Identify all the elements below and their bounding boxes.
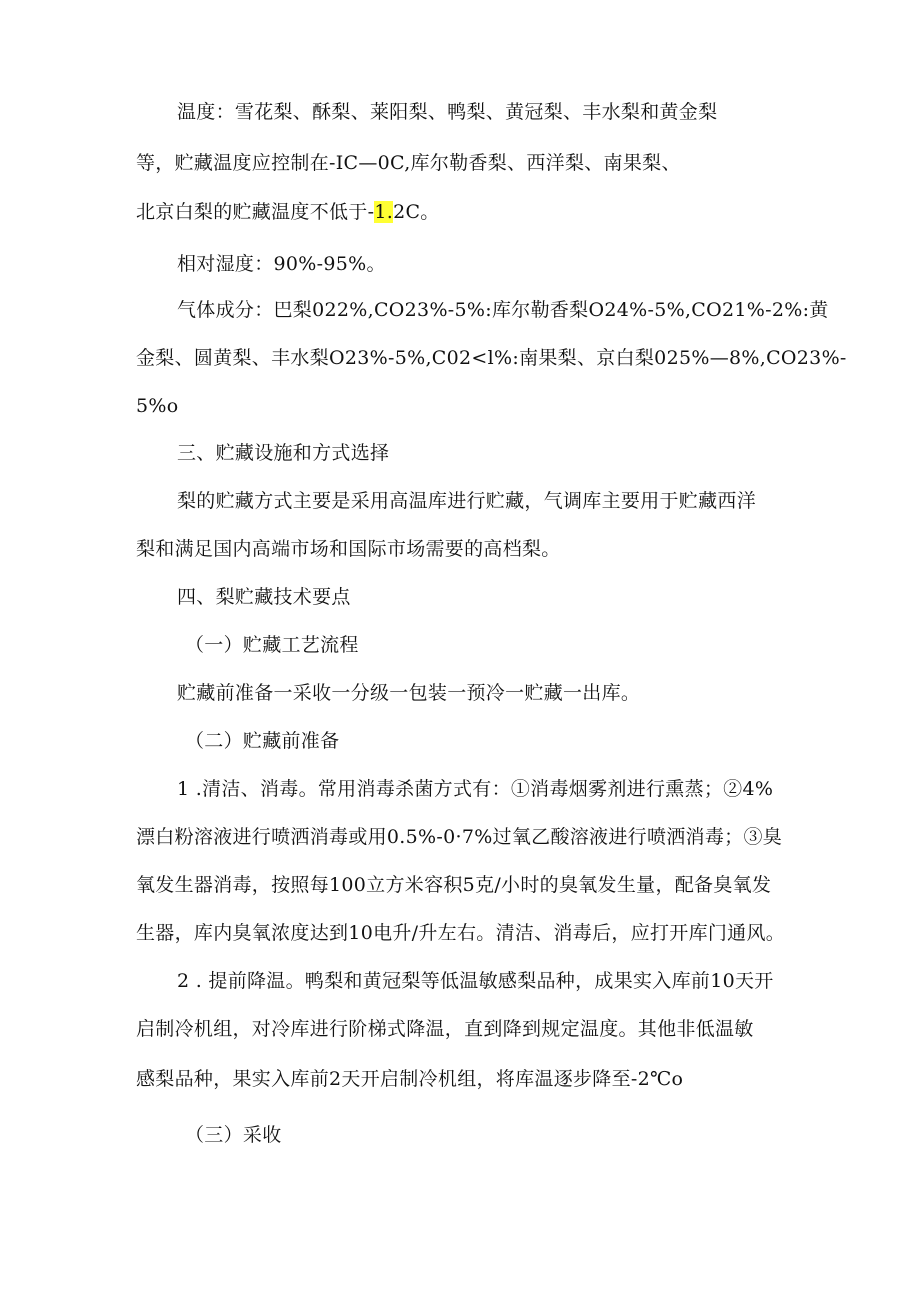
text-line-16: 漂白粉溶液进行喷洒消毒或用0.5%-0·7%过氧乙酸溶液进行喷洒消毒；③臭 [136, 826, 783, 848]
text-line-20: 启制冷机组，对冷库进行阶梯式降温，直到降到规定温度。其他非低温敏 [136, 1018, 754, 1040]
text-line-13: 贮藏前准备一采收一分级一包装一预冷一贮藏一出库。 [177, 682, 641, 704]
text-line-15: 1 .清洁、消毒。常用消毒杀菌方式有：①消毒烟雾剂进行熏蒸；②4% [177, 778, 774, 800]
text-line-21: 感梨品种，果实入库前2天开启制冷机组，将库温逐步降至-2℃o [136, 1068, 684, 1090]
text-line-3-before: 北京白梨的贮藏温度不低于- [136, 201, 375, 223]
text-line-9: 梨的贮藏方式主要是采用高温库进行贮藏，气调库主要用于贮藏西洋 [177, 490, 757, 512]
text-line-3 [136, 199, 440, 225]
text-line-18: 生器，库内臭氧浓度达到10电升/升左右。清洁、消毒后，应打开库门通风。 [136, 922, 786, 944]
text-line-4: 相对湿度：90%-95%。 [177, 253, 386, 275]
text-line-2: 等，贮藏温度应控制在-IC—0C,库尔勒香梨、西洋梨、南果梨、 [136, 152, 681, 174]
text-line-7: 5%o [136, 395, 179, 417]
text-line-5: 气体成分：巴梨022%,CO23%-5%:库尔勒香梨O24%-5%,CO21%-2%:黄 [177, 299, 829, 321]
subsection-heading-2: （二）贮藏前准备 [185, 730, 340, 752]
text-line-1: 温度：雪花梨、酥梨、莱阳梨、鸭梨、黄冠梨、丰水梨和黄金梨 [177, 101, 718, 123]
text-line-6: 金梨、圆黄梨、丰水梨O23%-5%,C02<l%:南果梨、京白梨025%—8%,CO23%- [136, 347, 847, 369]
highlighted-text: 1. [374, 201, 394, 223]
text-line-3-after: 2C。 [393, 201, 440, 223]
text-line-10: 梨和满足国内高端市场和国际市场需要的高档梨。 [136, 538, 561, 560]
section-heading-4: 四、梨贮藏技术要点 [177, 586, 351, 608]
subsection-heading-3: （三）采收 [185, 1124, 282, 1146]
subsection-heading-1: （一）贮藏工艺流程 [185, 634, 359, 656]
text-line-17: 氧发生器消毒，按照每100立方米容积5克/小时的臭氧发生量，配备臭氧发 [136, 874, 772, 896]
text-line-19: 2 . 提前降温。鸭梨和黄冠梨等低温敏感梨品种，成果实入库前10天开 [177, 970, 774, 992]
section-heading-3: 三、贮藏设施和方式选择 [177, 442, 390, 464]
